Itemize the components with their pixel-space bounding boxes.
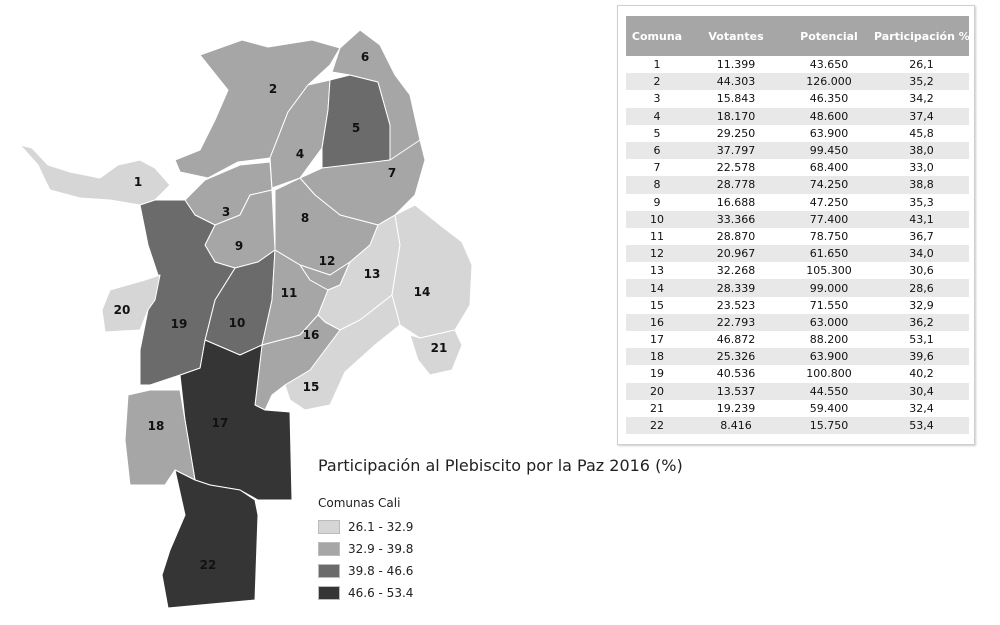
cell-participacion: 32,4 (874, 400, 969, 417)
cell-potencial: 59.400 (784, 400, 874, 417)
cell-potencial: 63.900 (784, 348, 874, 365)
cell-comuna: 20 (626, 383, 688, 400)
legend-item (318, 560, 413, 582)
cell-comuna: 13 (626, 262, 688, 279)
cell-comuna: 17 (626, 331, 688, 348)
cell-votantes: 28.870 (688, 228, 784, 245)
table-row (626, 417, 969, 434)
header-comuna: Comuna (626, 16, 688, 56)
legend-label: 39.8 - 46.6 (348, 564, 414, 578)
comuna-1-region[interactable] (20, 145, 170, 205)
cell-votantes: 40.536 (688, 365, 784, 382)
cell-votantes: 16.688 (688, 194, 784, 211)
table-body (626, 56, 969, 434)
comuna-15-label: 15 (302, 380, 320, 394)
cell-potencial: 71.550 (784, 297, 874, 314)
cell-comuna: 11 (626, 228, 688, 245)
table-row (626, 159, 969, 176)
cell-participacion: 28,6 (874, 279, 969, 296)
cell-potencial: 43.650 (784, 56, 874, 73)
legend-item (318, 516, 413, 538)
cell-potencial: 100.800 (784, 365, 874, 382)
legend-swatch (318, 586, 340, 600)
map-title: Participación al Plebiscito por la Paz 2016 (%) (318, 456, 683, 475)
legend-swatch (318, 542, 340, 556)
legend-item (318, 582, 413, 604)
cell-participacion: 35,2 (874, 73, 969, 90)
cell-potencial: 44.550 (784, 383, 874, 400)
legend-swatch (318, 564, 340, 578)
table-row (626, 297, 969, 314)
cell-potencial: 99.000 (784, 279, 874, 296)
cell-potencial: 68.400 (784, 159, 874, 176)
cell-votantes: 44.303 (688, 73, 784, 90)
table-row (626, 194, 969, 211)
table-row (626, 400, 969, 417)
cell-participacion: 32,9 (874, 297, 969, 314)
cell-comuna: 1 (626, 56, 688, 73)
table-row (626, 142, 969, 159)
cell-potencial: 74.250 (784, 176, 874, 193)
cell-participacion: 38,0 (874, 142, 969, 159)
comuna-14-region[interactable] (392, 205, 472, 338)
header-participacion: Participación % (874, 16, 969, 56)
cell-potencial: 61.650 (784, 245, 874, 262)
cell-comuna: 8 (626, 176, 688, 193)
table-row (626, 228, 969, 245)
comuna-2-label: 2 (268, 82, 278, 96)
cell-potencial: 78.750 (784, 228, 874, 245)
comuna-4-label: 4 (295, 147, 305, 161)
table-row (626, 108, 969, 125)
comuna-6-label: 6 (360, 50, 370, 64)
cell-comuna: 15 (626, 297, 688, 314)
cell-potencial: 105.300 (784, 262, 874, 279)
cell-participacion: 36,2 (874, 314, 969, 331)
cell-comuna: 14 (626, 279, 688, 296)
comuna-3-label: 3 (221, 205, 231, 219)
header-votantes: Votantes (688, 16, 784, 56)
legend-label: 26.1 - 32.9 (348, 520, 414, 534)
cell-comuna: 21 (626, 400, 688, 417)
cell-potencial: 99.450 (784, 142, 874, 159)
comuna-1-label: 1 (133, 175, 143, 189)
cell-participacion: 26,1 (874, 56, 969, 73)
cell-votantes: 11.399 (688, 56, 784, 73)
cell-votantes: 20.967 (688, 245, 784, 262)
legend (318, 496, 413, 604)
cell-votantes: 28.339 (688, 279, 784, 296)
cell-comuna: 7 (626, 159, 688, 176)
cell-potencial: 15.750 (784, 417, 874, 434)
cell-comuna: 6 (626, 142, 688, 159)
comuna-13-label: 13 (363, 267, 381, 281)
cell-votantes: 23.523 (688, 297, 784, 314)
cell-comuna: 2 (626, 73, 688, 90)
cell-potencial: 88.200 (784, 331, 874, 348)
cell-comuna: 4 (626, 108, 688, 125)
cell-votantes: 33.366 (688, 211, 784, 228)
table-row (626, 279, 969, 296)
cell-votantes: 29.250 (688, 125, 784, 142)
comuna-21-label: 21 (430, 341, 448, 355)
cell-votantes: 37.797 (688, 142, 784, 159)
cell-participacion: 36,7 (874, 228, 969, 245)
comuna-20-label: 20 (113, 303, 131, 317)
cell-votantes: 13.537 (688, 383, 784, 400)
header-potencial: Potencial (784, 16, 874, 56)
table-row (626, 365, 969, 382)
legend-label: 32.9 - 39.8 (348, 542, 414, 556)
cell-votantes: 28.778 (688, 176, 784, 193)
cell-potencial: 48.600 (784, 108, 874, 125)
cell-participacion: 45,8 (874, 125, 969, 142)
cell-comuna: 18 (626, 348, 688, 365)
table-row (626, 245, 969, 262)
comuna-19-label: 19 (170, 317, 188, 331)
participation-table (626, 16, 969, 434)
legend-title: Comunas Cali (318, 496, 401, 510)
cell-participacion: 37,4 (874, 108, 969, 125)
table-row (626, 90, 969, 107)
cell-votantes: 22.793 (688, 314, 784, 331)
table-row (626, 125, 969, 142)
table-row (626, 383, 969, 400)
cell-comuna: 12 (626, 245, 688, 262)
cell-votantes: 8.416 (688, 417, 784, 434)
table-row (626, 176, 969, 193)
cell-participacion: 30,6 (874, 262, 969, 279)
comuna-7-label: 7 (387, 166, 397, 180)
cell-potencial: 46.350 (784, 90, 874, 107)
table-row (626, 331, 969, 348)
table-row (626, 262, 969, 279)
comuna-14-label: 14 (413, 285, 431, 299)
cell-comuna: 10 (626, 211, 688, 228)
legend-label: 46.6 - 53.4 (348, 586, 414, 600)
legend-swatch (318, 520, 340, 534)
table-row (626, 348, 969, 365)
cell-votantes: 32.268 (688, 262, 784, 279)
comuna-9-label: 9 (234, 239, 244, 253)
cell-votantes: 18.170 (688, 108, 784, 125)
data-table-panel (617, 5, 975, 445)
comuna-12-label: 12 (318, 254, 336, 268)
cell-participacion: 35,3 (874, 194, 969, 211)
cell-participacion: 40,2 (874, 365, 969, 382)
cell-participacion: 53,1 (874, 331, 969, 348)
legend-item (318, 538, 413, 560)
cell-votantes: 15.843 (688, 90, 784, 107)
comuna-11-label: 11 (280, 286, 298, 300)
cell-participacion: 33,0 (874, 159, 969, 176)
cell-potencial: 47.250 (784, 194, 874, 211)
table-row (626, 73, 969, 90)
cell-comuna: 22 (626, 417, 688, 434)
cell-comuna: 5 (626, 125, 688, 142)
legend-items (318, 516, 413, 604)
cell-votantes: 46.872 (688, 331, 784, 348)
table-row (626, 314, 969, 331)
cell-votantes: 25.326 (688, 348, 784, 365)
comuna-17-label: 17 (211, 416, 229, 430)
cell-potencial: 77.400 (784, 211, 874, 228)
cell-potencial: 63.900 (784, 125, 874, 142)
comuna-10-label: 10 (228, 316, 246, 330)
cell-participacion: 39,6 (874, 348, 969, 365)
cell-participacion: 53,4 (874, 417, 969, 434)
table-header-row (626, 16, 969, 56)
cell-participacion: 34,2 (874, 90, 969, 107)
cell-potencial: 126.000 (784, 73, 874, 90)
cell-potencial: 63.000 (784, 314, 874, 331)
comuna-5-label: 5 (351, 121, 361, 135)
cell-comuna: 19 (626, 365, 688, 382)
cell-votantes: 19.239 (688, 400, 784, 417)
table-row (626, 211, 969, 228)
comuna-22-label: 22 (199, 558, 217, 572)
cell-comuna: 16 (626, 314, 688, 331)
cell-participacion: 38,8 (874, 176, 969, 193)
cell-comuna: 9 (626, 194, 688, 211)
comuna-16-label: 16 (302, 328, 320, 342)
cell-votantes: 22.578 (688, 159, 784, 176)
cell-participacion: 30,4 (874, 383, 969, 400)
comuna-18-label: 18 (147, 419, 165, 433)
table-row (626, 56, 969, 73)
comuna-8-label: 8 (300, 211, 310, 225)
cell-participacion: 43,1 (874, 211, 969, 228)
cell-comuna: 3 (626, 90, 688, 107)
cell-participacion: 34,0 (874, 245, 969, 262)
